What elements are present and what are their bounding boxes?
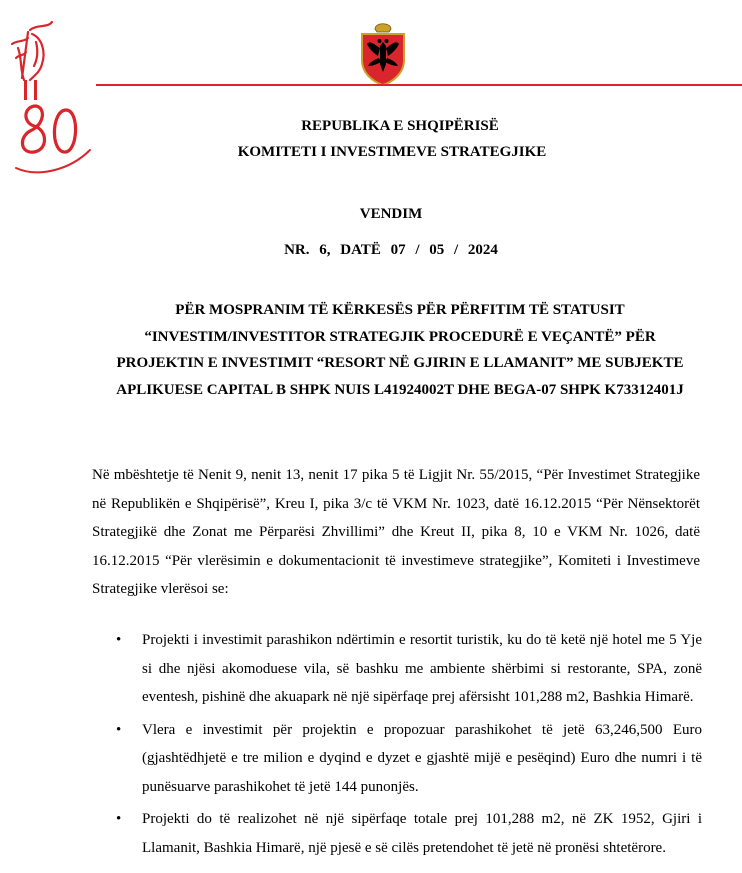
- bullet-icon: •: [116, 632, 122, 648]
- list-item-text: Projekti i investimit parashikon ndërtimin e resortit turistik, ku do të ketë një hotel me 5 Yje si dhe njësi akomoduese vila, së bashku me ambiente shërbimi si restorante, SPA, zonë eventesh, pishinë dhe akuapark në një sipërfaqe prej afërsisht 101,288 m2, Bashkia Himarë.: [142, 632, 702, 705]
- decision-subject: PËR MOSPRANIM TË KËRKESËS PËR PËRFITIM TË STATUSIT “INVESTIM/INVESTITOR STRATEGJIK PROCEDURË E VEÇANTË” PËR PROJEKTIN E INVESTIMIT “RESORT NË GJIRIN E LLAMANIT” ME SUBJEKTE APLIKUESE CAPITAL B SHPK NUIS L41924002T DHE BEGA-07 SHPK K73312401J: [116, 302, 684, 398]
- list-item: [92, 626, 702, 712]
- list-item: [92, 716, 702, 802]
- decision-title: VENDIM: [359, 206, 423, 222]
- bullet-icon: •: [116, 811, 122, 827]
- list-item-text: Vlera e investimit për projektin e propozuar parashikohet të jetë 63,246,500 Euro (gjashtëdhjetë e tre milion e dyqind e dyzet e gjashtë mijë e pesëqind) Euro dhe numri i të punësuarve parashikohet të jetë 144 punonjës.: [142, 721, 702, 795]
- list-item-text: Projekti do të realizohet në një sipërfaqe totale prej 101,288 m2, në ZK 1952, Gjiri i Llamanit, Bashkia Himarë, një pjesë e së cilës pretendohet të jetë në pronësi shtetërore.: [142, 811, 702, 856]
- committee-heading: KOMITETI I INVESTIMEVE STRATEGJIKE: [237, 144, 547, 160]
- list-item: [92, 805, 702, 862]
- decision-number-date: NR. 6, DATË 07 / 05 / 2024: [284, 242, 498, 258]
- legal-basis-paragraph: Në mbështetje të Nenit 9, nenit 13, nenit 17 pika 5 të Ligjit Nr. 55/2015, “Për Investimet Strategjike në Republikën e Shqipërisë”, Kreu I, pika 3/c të VKM Nr. 1023, datë 16.12.2015 “Për Nënsektorët Strategjikë dhe Zonat me Përparësi Zhvillimi” dhe Kreut II, pika 8, 10 e VKM Nr. 1026, datë 16.12.2015 “Për vlerësimin e dokumentacionit të investimeve strategjike”, Komiteti i Investimeve Strategjike vlerësoi se:: [92, 467, 700, 597]
- bullet-icon: •: [116, 721, 122, 738]
- republic-heading: REPUBLIKA E SHQIPËRISË: [301, 118, 499, 134]
- assessment-list: [92, 626, 702, 866]
- header-divider: [96, 84, 742, 86]
- albanian-coat-of-arms-icon: [358, 20, 408, 86]
